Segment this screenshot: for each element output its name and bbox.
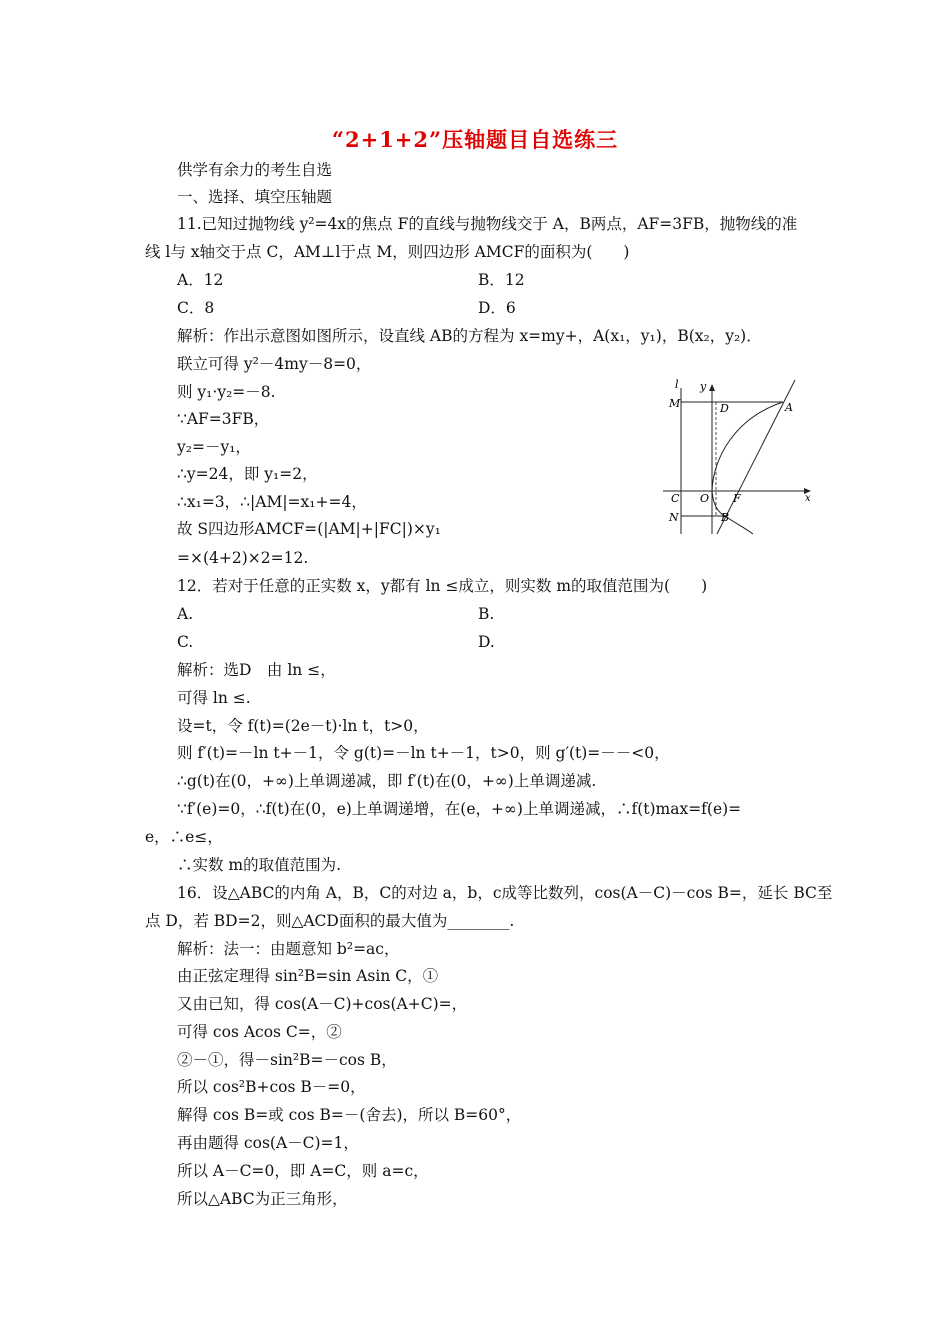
label-x: x: [805, 493, 811, 504]
solution-line: 所以 cos²B+cos B－=0，: [177, 1078, 366, 1096]
solution-line: ∴y=24，即 y₁=2，: [177, 465, 318, 483]
solution-line: e，∴e≤，: [145, 828, 223, 846]
solution-line: 设=t，令 f(t)=(2e－t)·ln t，t>0，: [177, 717, 429, 735]
label-y: y: [700, 380, 707, 393]
problem-12-line-1: 12．若对于任意的正实数 x，y都有 ln ≤成立，则实数 m的取值范围为( ): [177, 577, 708, 595]
parabola-figure: [655, 378, 815, 538]
solution-line: 联立可得 y²－4my－8=0，: [177, 355, 372, 373]
label-o: O: [700, 492, 710, 505]
subtitle-line: 供学有余力的考生自选: [177, 161, 333, 179]
solution-line: 再由题得 cos(A－C)=1，: [177, 1134, 359, 1152]
solution-line: 可得 cos Acos C=，②: [177, 1023, 342, 1041]
solution-line: ∴g(t)在(0，+∞)上单调递减，即 f′(t)在(0，+∞)上单调递减.: [177, 772, 597, 790]
option-c: C.: [177, 633, 194, 651]
option-c: C．8: [177, 299, 215, 317]
option-a: A.: [177, 605, 194, 623]
label-n: N: [669, 511, 679, 524]
option-d: D.: [478, 633, 495, 651]
label-l: l: [675, 378, 679, 391]
solution-line: 解析：法一：由题意知 b²=ac，: [177, 940, 400, 958]
solution-line: 则 y₁·y₂=－8.: [177, 383, 276, 401]
solution-line: 由正弦定理得 sin²B=sin Asin C，①: [177, 967, 439, 985]
option-a: A．12: [177, 271, 224, 289]
solution-line: 则 f′(t)=－ln t+－1，令 g(t)=－ln t+－1，t>0，则 g′(t)=－－<0，: [177, 744, 670, 762]
label-m: M: [669, 397, 681, 410]
solution-line: ∵f′(e)=0，∴f(t)在(0，e)上单调递增，在(e，+∞)上单调递减，∴f(t)max=f(e)=: [177, 800, 742, 818]
solution-line: ∵AF=3FB，: [177, 410, 270, 428]
problem-16-line-1: 16．设△ABC的内角 A，B，C的对边 a，b，c成等比数列，cos(A－C)－cos B=，延长 BC至: [177, 884, 833, 902]
label-a: A: [785, 401, 793, 414]
option-d: D．6: [478, 299, 516, 317]
solution-line: 解析：选D 由 ln ≤，: [177, 661, 336, 679]
option-b: B．12: [478, 271, 525, 289]
section-heading: 一、选择、填空压轴题: [177, 188, 333, 206]
solution-line: 所以 A－C=0，即 A=C，则 a=c，: [177, 1162, 429, 1180]
solution-line: ∴实数 m的取值范围为.: [177, 856, 342, 874]
solution-line: 所以△ABC为正三角形，: [177, 1190, 348, 1208]
solution-line: 故 S四边形AMCF=(|AM|+|FC|)×y₁: [177, 520, 441, 538]
solution-line: 解得 cos B=或 cos B=－(舍去)，所以 B=60°，: [177, 1106, 522, 1124]
problem-11-line-1: 11.已知过抛物线 y²=4x的焦点 F的直线与抛物线交于 A，B两点，AF=3FB，抛物线的准: [177, 215, 798, 233]
solution-line: =×(4+2)×2=12.: [177, 549, 309, 567]
label-c: C: [671, 492, 680, 505]
option-b: B.: [478, 605, 495, 623]
solution-line: 解析：作出示意图如图所示，设直线 AB的方程为 x=my+，A(x₁，y₁)，B(x₂，y₂)．: [177, 327, 762, 345]
solution-line: 又由已知，得 cos(A－C)+cos(A+C)=，: [177, 995, 468, 1013]
label-d: D: [720, 402, 729, 415]
solution-line: ∴x₁=3，∴|AM|=x₁+=4，: [177, 493, 367, 511]
solution-line: ②－①，得－sin²B=－cos B，: [177, 1051, 397, 1069]
solution-line: 可得 ln ≤.: [177, 689, 251, 707]
problem-16-line-2: 点 D，若 BD=2，则△ACD面积的最大值为________.: [145, 912, 515, 930]
solution-line: y₂=－y₁，: [177, 438, 251, 456]
label-f: F: [733, 492, 741, 505]
label-b: B: [721, 511, 730, 524]
page-title: “2+1+2”压轴题目自选练三: [331, 127, 619, 152]
problem-11-line-2: 线 l与 x轴交于点 C，AM⊥l于点 M，则四边形 AMCF的面积为( ): [145, 243, 630, 261]
